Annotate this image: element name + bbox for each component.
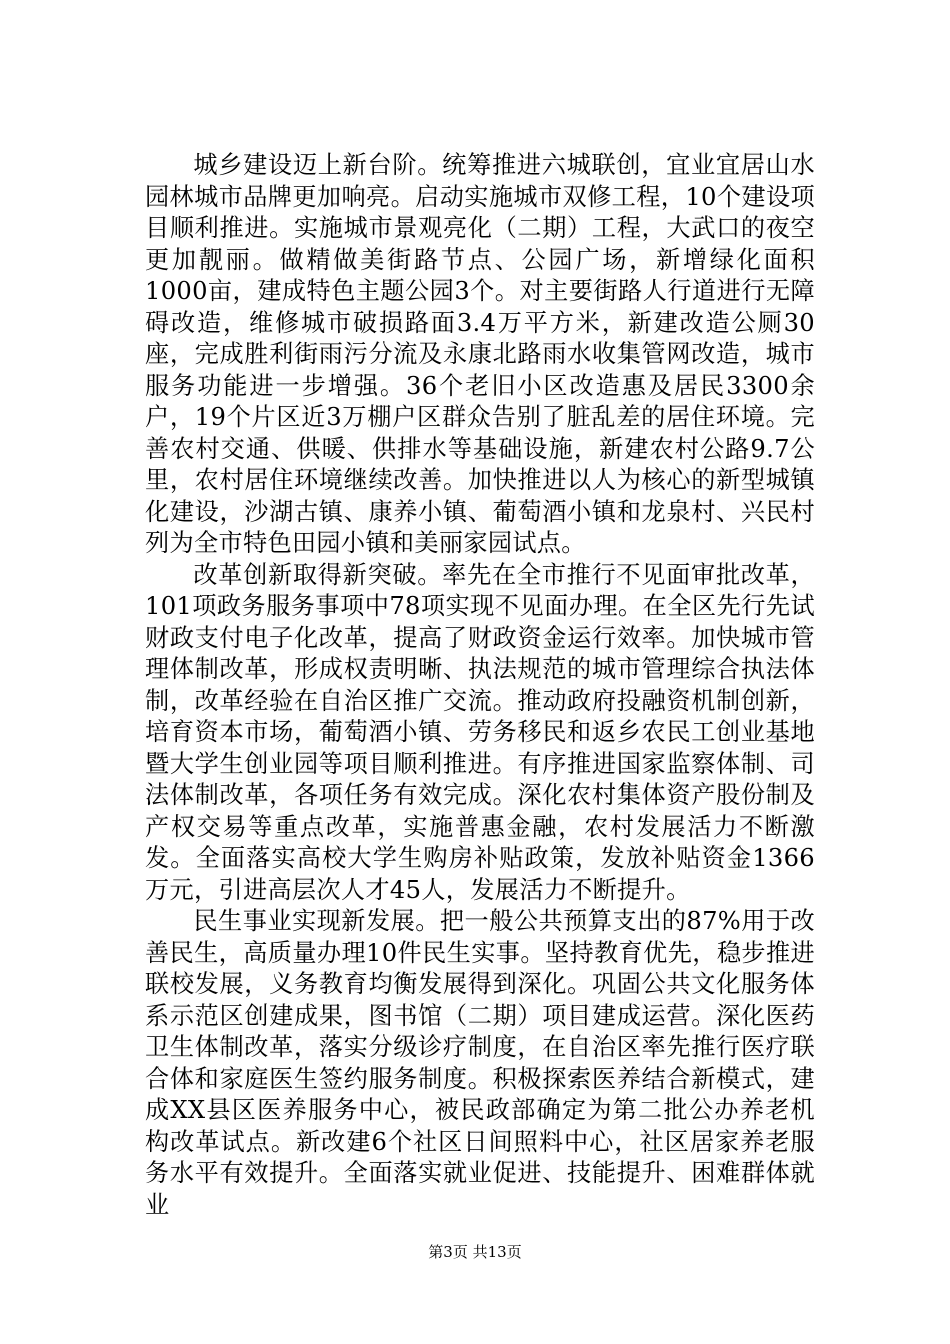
paragraph-reform-innovation: 改革创新取得新突破。率先在全市推行不见面审批改革，101项政务服务事项中78项实现不见面办理。在全区先行先试财政支付电子化改革，提高了财政资金运行效率。加快城市管理体制改革，形成权责明晰、执法规范的城市管理综合执法体制，改革经验在自治区推广交流。推动政府投融资机制创新，培育资本市场，葡萄酒小镇、劳务移民和返乡农民工创业基地暨大学生创业园等项目顺利推进。有序推进国家监察体制、司法体制改革，各项任务有效完成。深化农村集体资产股份制及产权交易等重点改革，实施普惠金融，农村发展活力不断激发。全面落实高校大学生购房补贴政策，发放补贴资金1366万元，引进高层次人才45人，发展活力不断提升。 xyxy=(145,560,815,904)
paragraph-urban-construction: 城乡建设迈上新台阶。统筹推进六城联创，宜业宜居山水园林城市品牌更加响亮。启动实施城市双修工程，10个建设项目顺利推进。实施城市景观亮化（二期）工程，大武口的夜空更加靓丽。做精做美街路节点、公园广场，新增绿化面积1000亩，建成特色主题公园3个。对主要街路人行道进行无障碍改造，维修城市破损路面3.4万平方米，新建改造公厕30座，完成胜利街雨污分流及永康北路雨水收集管网改造，城市服务功能进一步增强。36个老旧小区改造惠及居民3300余户，19个片区近3万棚户区群众告别了脏乱差的居住环境。完善农村交通、供暖、供排水等基础设施，新建农村公路9.7公里，农村居住环境继续改善。加快推进以人为核心的新型城镇化建设，沙湖古镇、康养小镇、葡萄酒小镇和龙泉村、兴民村列为全市特色田园小镇和美丽家园试点。 xyxy=(145,151,815,557)
page-footer: 第3页 共13页 xyxy=(428,1243,522,1261)
document-body xyxy=(145,150,815,1221)
paragraph-livelihood: 民生事业实现新发展。把一般公共预算支出的87%用于改善民生，高质量办理10件民生实事。坚持教育优先，稳步推进联校发展，义务教育均衡发展得到深化。巩固公共文化服务体系示范区创建成果，图书馆（二期）项目建成运营。深化医药卫生体制改革，落实分级诊疗制度，在自治区率先推行医疗联合体和家庭医生签约服务制度。积极探索医养结合新模式，建成XX县区医养服务中心，被民政部确定为第二批公办养老机构改革试点。新改建6个社区日间照料中心，社区居家养老服务水平有效提升。全面落实就业促进、技能提升、困难群体就业 xyxy=(145,907,815,1219)
